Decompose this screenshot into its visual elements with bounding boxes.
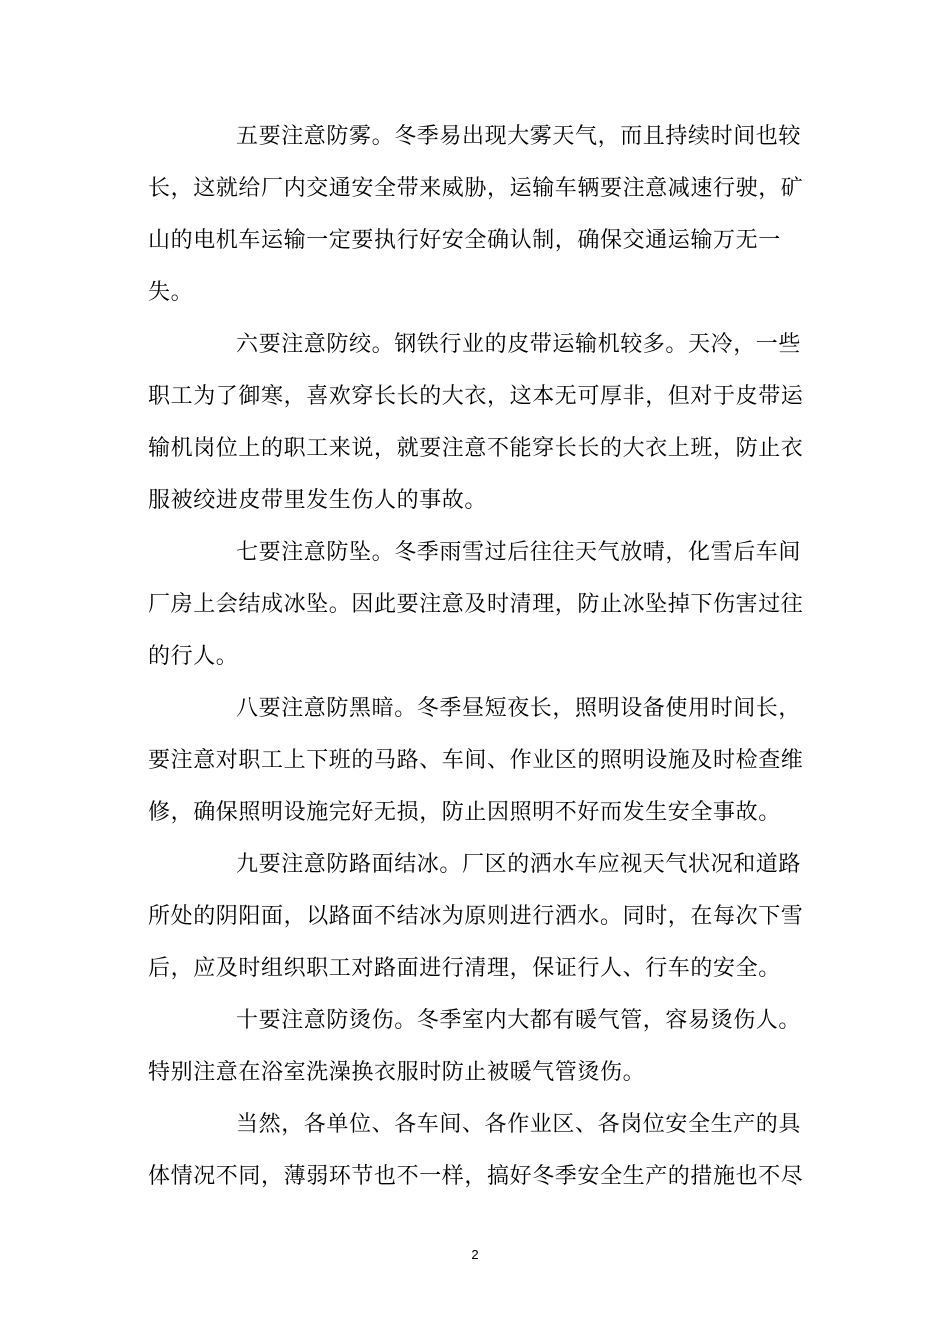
- paragraph-line: 修，确保照明设施完好无损，防止因照明不好而发生安全事故。: [148, 800, 781, 825]
- paragraph-line: 山的电机车运输一定要执行好安全确认制，确保交通运输万无一: [148, 228, 781, 253]
- paragraph-line: 服被绞进皮带里发生伤人的事故。: [148, 488, 488, 513]
- paragraph-line: 九要注意防路面结冰。厂区的洒水车应视天气状况和道路: [236, 852, 802, 877]
- paragraph-line: 八要注意防黑暗。冬季昼短夜长，照明设备使用时间长，: [236, 696, 802, 721]
- paragraph-line: 五要注意防雾。冬季易出现大雾天气，而且持续时间也较: [236, 124, 802, 149]
- paragraph-line: 输机岗位上的职工来说，就要注意不能穿长长的大衣上班，防止衣: [148, 436, 804, 461]
- paragraph-line: 厂房上会结成冰坠。因此要注意及时清理，防止冰坠掉下伤害过往: [148, 592, 804, 617]
- paragraph-line: 当然，各单位、各车间、各作业区、各岗位安全生产的具: [236, 1112, 802, 1137]
- paragraph-line: 十要注意防烫伤。冬季室内大都有暖气管，容易烫伤人。: [236, 1008, 802, 1033]
- paragraph-line: 体情况不同，薄弱环节也不一样，搞好冬季安全生产的措施也不尽: [148, 1164, 804, 1189]
- paragraph-line: 后，应及时组织职工对路面进行清理，保证行人、行车的安全。: [148, 956, 781, 981]
- paragraph-line: 的行人。: [148, 644, 239, 669]
- paragraph-line: 所处的阴阳面，以路面不结冰为原则进行洒水。同时，在每次下雪: [148, 904, 804, 929]
- paragraph-line: 失。: [148, 280, 194, 305]
- page-number: 2: [471, 1247, 479, 1262]
- paragraph-line: 六要注意防绞。钢铁行业的皮带运输机较多。天冷，一些: [236, 332, 802, 357]
- paragraph-line: 长，这就给厂内交通安全带来威胁，运输车辆要注意减速行驶，矿: [148, 176, 804, 201]
- paragraph-line: 要注意对职工上下班的马路、车间、作业区的照明设施及时检查维: [148, 748, 804, 773]
- paragraph-line: 职工为了御寒，喜欢穿长长的大衣，这本无可厚非，但对于皮带运: [148, 384, 804, 409]
- paragraph-line: 七要注意防坠。冬季雨雪过后往往天气放晴，化雪后车间: [236, 540, 802, 565]
- paragraph-line: 特别注意在浴室洗澡换衣服时防止被暖气管烫伤。: [148, 1060, 646, 1085]
